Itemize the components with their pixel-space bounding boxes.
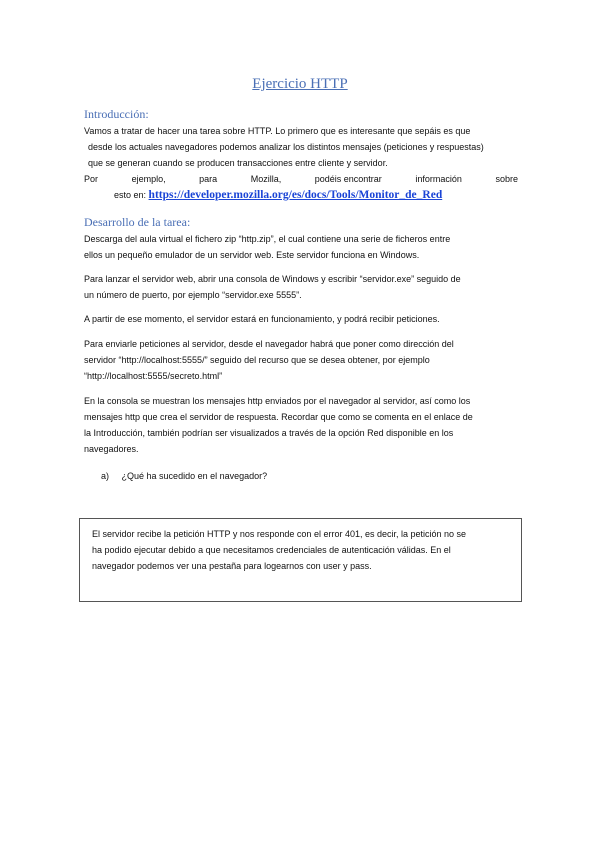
answer-line-1: El servidor recibe la petición HTTP y nos responde con el error 401, es decir, la petición no se [92,529,467,539]
task-p5-line-3: la Introducción, también podrían ser visualizados a través de la opción Red disponible en los [84,428,454,438]
intro-word: podéis encontrar [314,174,382,184]
task-paragraph-1 [84,231,518,263]
task-paragraph-5 [84,393,518,457]
task-paragraph-2 [84,271,518,303]
intro-word: información [415,174,462,184]
intro-heading: Introducción: [84,107,149,121]
intro-line-1: Vamos a tratar de hacer una tarea sobre HTTP. Lo primero que es interesante que sepáis es que [84,126,471,136]
answer-line-2: ha podido ejecutar debido a que necesitamos credenciales de autenticación válidas. En el [92,545,451,555]
task-p5-line-4: navegadores. [84,444,139,454]
task-paragraph-4 [84,336,518,384]
task-paragraph-3: A partir de ese momento, el servidor estará en funcionamiento, y podrá recibir peticiones. [84,314,440,324]
intro-word: ejemplo, [131,174,166,184]
task-p4-line-3: “http://localhost:5555/secreto.html” [84,371,223,381]
intro-paragraph [84,123,518,203]
task-p5-line-1: En la consola se muestran los mensajes http enviados por el navegador al servidor, así como los [84,396,471,406]
task-heading: Desarrollo de la tarea: [84,215,191,229]
question-marker: a) [101,471,110,481]
task-p4-line-2: servidor “http://localhost:5555/” seguido del recurso que se desea obtener, por ejemplo [84,355,430,365]
answer-line-3: navegador podemos ver una pestaña para logearnos con user y pass. [92,561,372,571]
intro-word: para [199,174,218,184]
task-p5-line-2: mensajes http que crea el servidor de respuesta. Recordar que como se comenta en el enlace de [84,412,473,422]
intro-word: Por [84,174,99,184]
document-title: Ejercicio HTTP [252,76,348,92]
intro-line-5 [84,187,518,203]
task-p4-line-1: Para enviarle peticiones al servidor, desde el navegador habrá que poner como dirección del [84,339,454,349]
answer-box [79,518,522,602]
question-text: ¿Qué ha sucedido en el navegador? [121,471,268,481]
task-p2-line-2: un número de puerto, por ejemplo “servidor.exe 5555”. [84,290,302,300]
task-p1-line-2: ellos un pequeño emulador de un servidor web. Este servidor funciona en Windows. [84,250,420,260]
mozilla-monitor-link[interactable]: https://developer.mozilla.org/es/docs/Tools/Monitor_de_Red [148,189,443,201]
intro-line-3: que se generan cuando se producen transacciones entre cliente y servidor. [88,158,388,168]
link-prefix: esto en: [114,190,147,200]
answer-text [92,526,512,574]
intro-word: sobre [495,174,518,184]
task-p1-line-1: Descarga del aula virtual el fichero zip “http.zip”, el cual contiene una serie de ficheros entre [84,234,451,244]
intro-line-2: desde los actuales navegadores podemos analizar los distintos mensajes (peticiones y respuestas) [88,142,484,152]
intro-word: Mozilla, [250,174,282,184]
task-p2-line-1: Para lanzar el servidor web, abrir una consola de Windows y escribir “servidor.exe” seguido de [84,274,461,284]
intro-line-4 [84,171,518,187]
question-a [101,471,267,481]
